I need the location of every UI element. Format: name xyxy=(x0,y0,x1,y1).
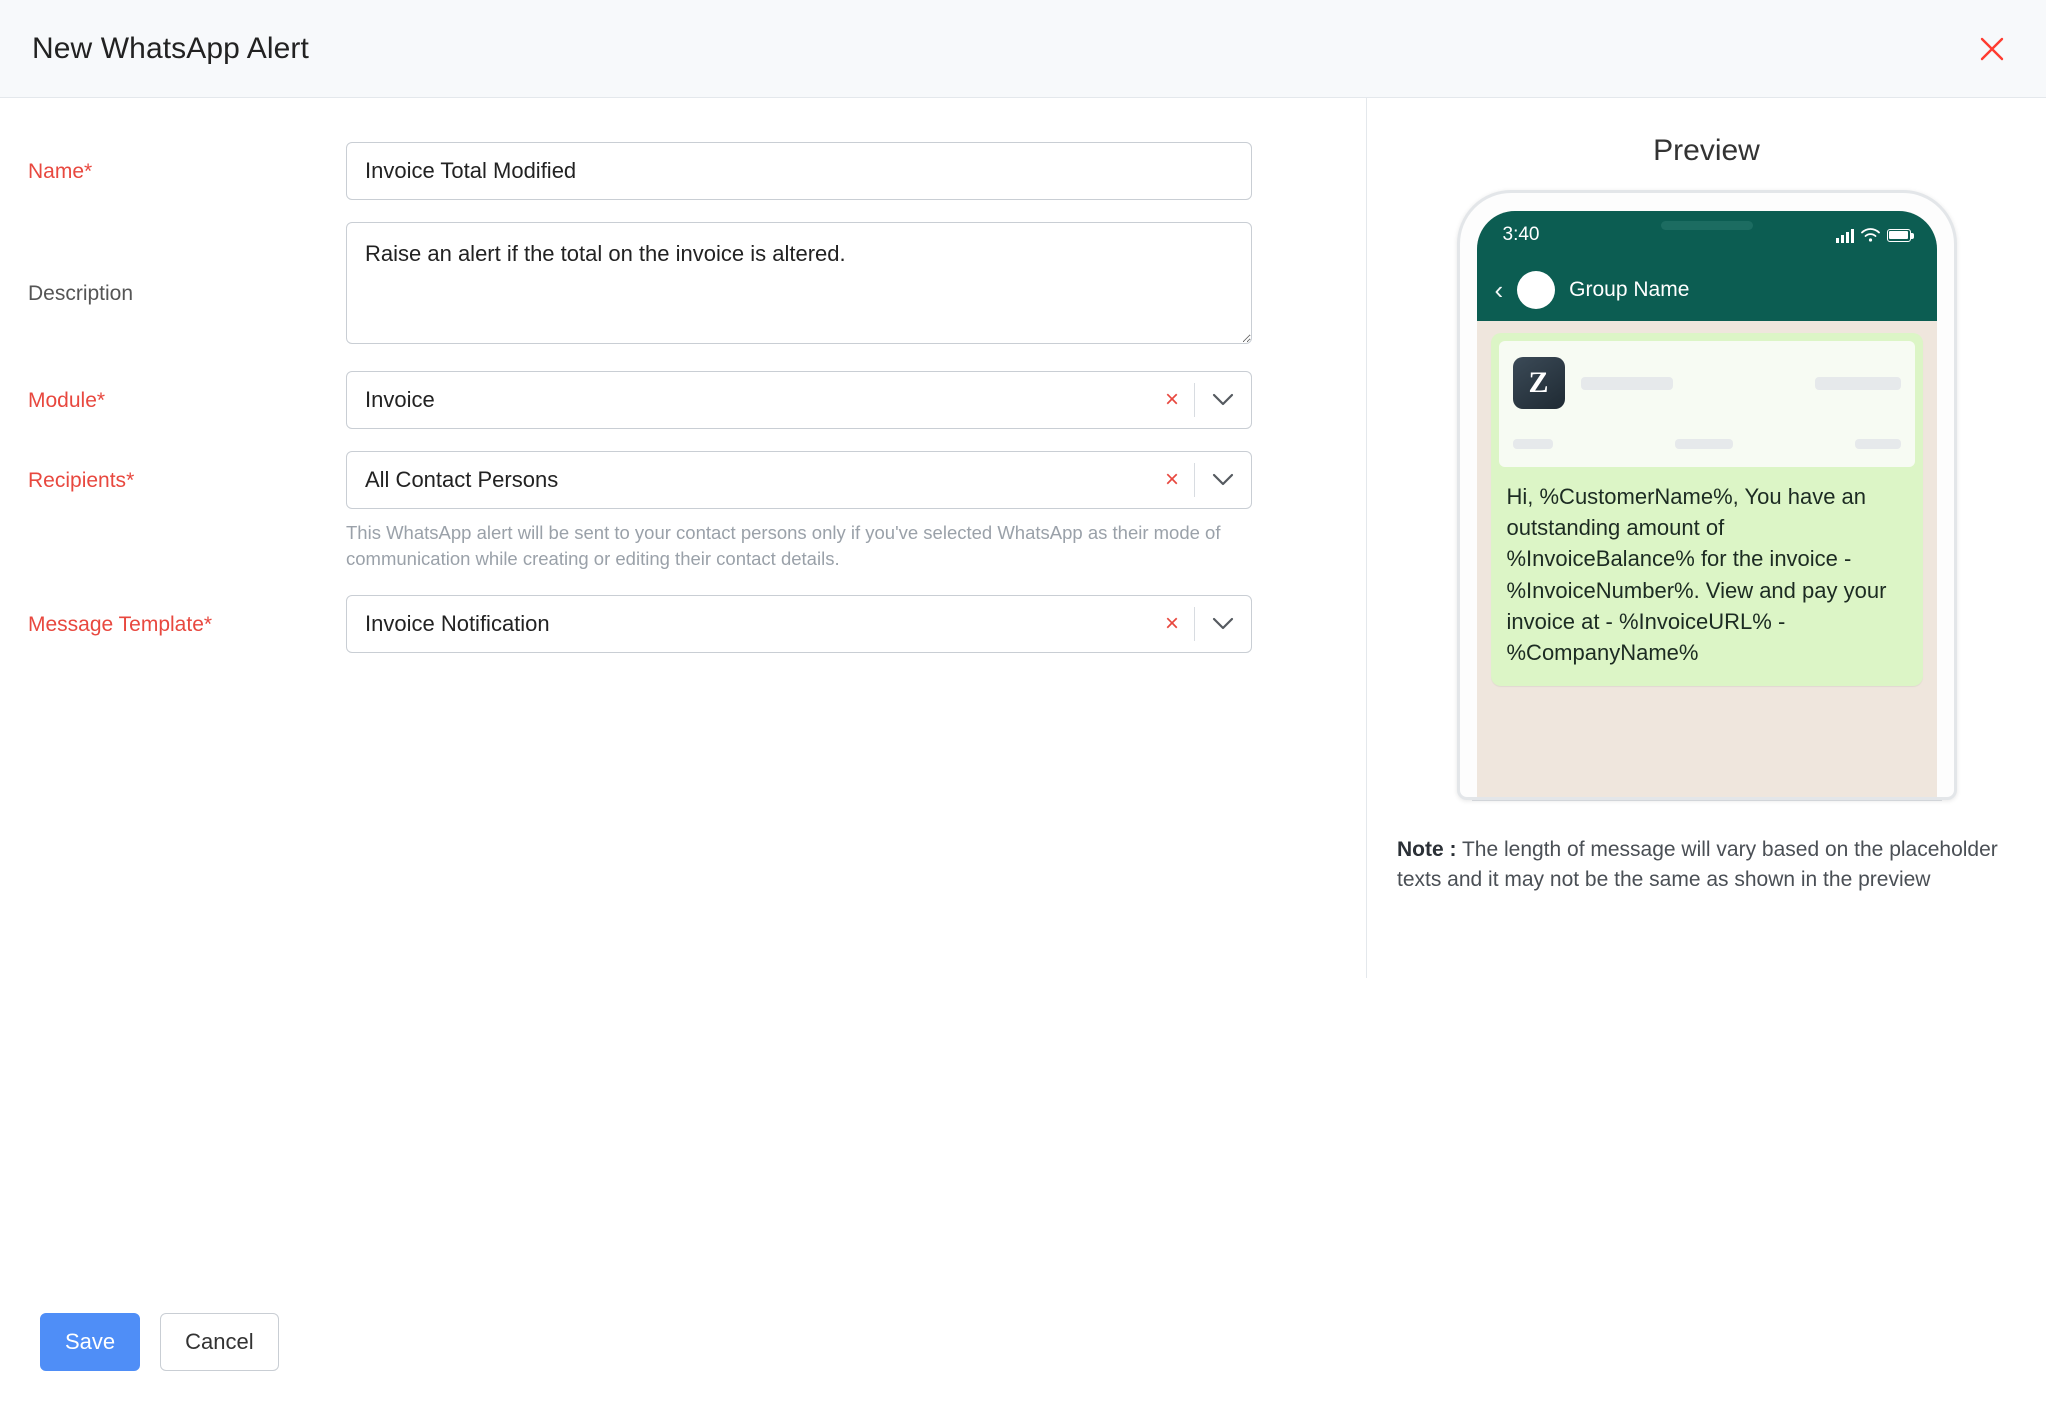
placeholder-bar xyxy=(1513,439,1553,449)
alert-form xyxy=(0,98,1366,675)
placeholder-bar xyxy=(1581,377,1673,390)
module-select[interactable] xyxy=(346,371,1252,429)
preview-pane xyxy=(1366,98,2046,978)
phone-notch xyxy=(1661,221,1753,230)
chevron-down-icon-glyph xyxy=(1212,473,1234,487)
card-bottom xyxy=(1513,439,1901,449)
back-icon[interactable]: ‹ xyxy=(1494,275,1504,305)
page-title: New WhatsApp Alert xyxy=(32,31,309,65)
message-template-label xyxy=(28,595,346,638)
brand-logo-icon: Z xyxy=(1513,357,1565,409)
phone-frame xyxy=(1457,190,1957,800)
recipients-clear-icon[interactable]: × xyxy=(1150,466,1194,494)
field-row-name xyxy=(28,142,1326,200)
preview-title: Preview xyxy=(1653,134,1760,167)
message-template-select[interactable] xyxy=(346,595,1252,653)
message-template-chevron-down-icon[interactable] xyxy=(1195,617,1251,631)
message-template-field-col xyxy=(346,595,1252,653)
field-row-message-template xyxy=(28,595,1326,653)
field-row-recipients xyxy=(28,451,1326,573)
status-time: 3:40 xyxy=(1502,224,1540,245)
module-label-text: Module xyxy=(28,389,97,412)
name-label-text: Name xyxy=(28,160,85,183)
recipients-selected-value: All Contact Persons xyxy=(365,467,559,492)
status-bar xyxy=(1477,211,1937,259)
phone-button-volume-down xyxy=(1457,447,1459,509)
signal-icon xyxy=(1836,228,1854,243)
module-clear-icon[interactable]: × xyxy=(1150,386,1194,414)
chevron-down-icon-glyph xyxy=(1212,617,1234,631)
dialog-footer xyxy=(0,1282,2046,1402)
name-field-col xyxy=(346,142,1252,200)
module-chevron-down-icon[interactable] xyxy=(1195,393,1251,407)
dialog-header xyxy=(0,0,2046,98)
dialog-body xyxy=(0,98,2046,1282)
chat-header xyxy=(1477,259,1937,321)
close-icon[interactable] xyxy=(1972,29,2012,69)
phone-preview xyxy=(1397,190,2016,800)
field-row-description xyxy=(28,222,1326,349)
phone-button-power xyxy=(1955,353,1957,437)
message-bubble xyxy=(1491,333,1923,686)
phone-button-volume-up xyxy=(1457,371,1459,433)
name-label xyxy=(28,142,346,185)
card-placeholder-lines xyxy=(1581,377,1901,390)
status-icons xyxy=(1836,228,1911,243)
chat-title: Group Name xyxy=(1569,278,1690,301)
name-required-star: * xyxy=(84,160,93,183)
module-label xyxy=(28,371,346,414)
preview-note-text: The length of message will vary based on the placeholder texts and it may not be the same as shown in the preview xyxy=(1397,838,1998,892)
battery-icon xyxy=(1887,229,1911,242)
field-row-module xyxy=(28,371,1326,429)
chevron-down-icon-glyph xyxy=(1212,393,1234,407)
recipients-label xyxy=(28,451,346,494)
description-field-col xyxy=(346,222,1252,349)
phone-button-mute xyxy=(1457,313,1459,351)
description-label: Description xyxy=(28,282,134,305)
message-text: Hi, %CustomerName%, You have an outstanding amount of %InvoiceBalance% for the invoice - %InvoiceNumber%. View and pay your invoice at - %InvoiceURL% - %CompanyName% xyxy=(1506,484,1887,666)
recipients-helper-text: This WhatsApp alert will be sent to your contact persons only if you've selected WhatsApp as their mode of communication while creating or editing their contact details. xyxy=(346,522,1221,570)
module-selected-value: Invoice xyxy=(365,387,435,412)
placeholder-bar xyxy=(1855,439,1901,449)
name-input[interactable] xyxy=(346,142,1252,200)
message-template-clear-icon[interactable]: × xyxy=(1150,610,1194,638)
message-attachment-card xyxy=(1499,341,1915,467)
module-required-star: * xyxy=(96,389,106,412)
placeholder-bar xyxy=(1815,377,1901,390)
wifi-icon xyxy=(1861,228,1880,243)
preview-note-label: Note : xyxy=(1397,838,1457,861)
recipients-chevron-down-icon[interactable] xyxy=(1195,473,1251,487)
module-field-col xyxy=(346,371,1252,429)
preview-note xyxy=(1397,835,2016,896)
save-button[interactable]: Save xyxy=(40,1313,140,1371)
avatar xyxy=(1517,271,1555,309)
recipients-field-col xyxy=(346,451,1252,573)
chat-body xyxy=(1477,321,1937,686)
description-textarea[interactable] xyxy=(346,222,1252,344)
recipients-select[interactable] xyxy=(346,451,1252,509)
recipients-required-star: * xyxy=(126,469,135,492)
message-template-label-text: Message Template xyxy=(28,612,204,636)
card-top xyxy=(1513,357,1901,409)
recipients-label-text: Recipients xyxy=(28,469,127,492)
message-template-required-star: * xyxy=(203,612,213,636)
close-icon-glyph xyxy=(1979,36,2005,62)
message-template-selected-value: Invoice Notification xyxy=(365,610,550,636)
phone-screen xyxy=(1477,211,1937,797)
cancel-button[interactable]: Cancel xyxy=(160,1313,278,1371)
placeholder-bar xyxy=(1675,439,1733,449)
phone-baseline xyxy=(1472,800,1942,801)
